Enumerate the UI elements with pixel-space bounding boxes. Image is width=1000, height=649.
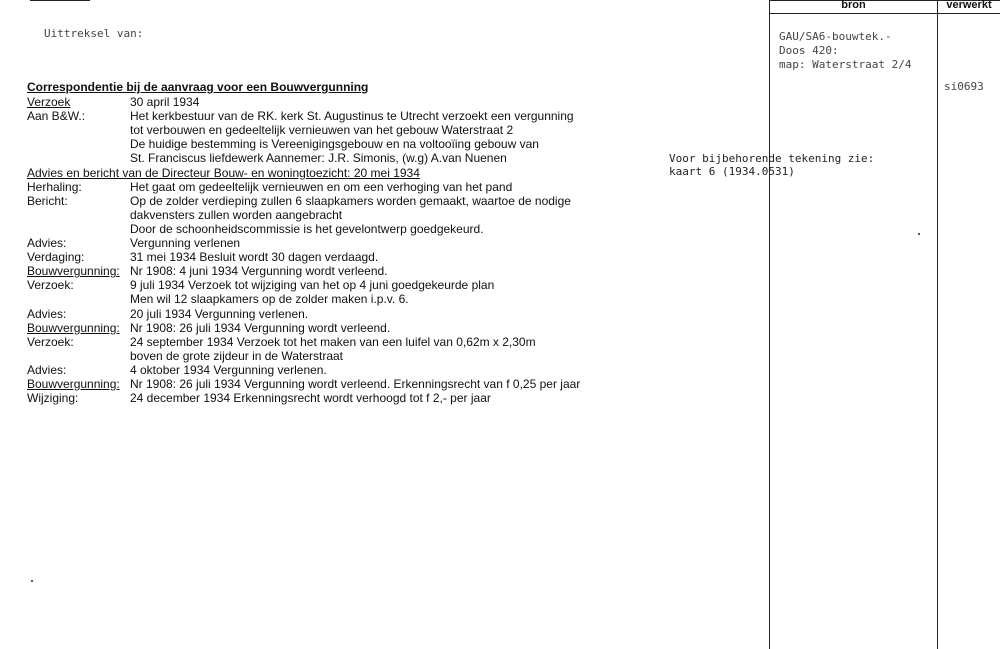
entry-label: Verzoek: [27, 95, 71, 109]
entry-label: Bouwvergunning:: [27, 264, 120, 279]
column-divider-left: [769, 0, 770, 649]
entry-label: Advies en bericht van de Directeur Bouw- en woningtoezicht: 20 mei 1934: [27, 165, 420, 180]
entry-text: Vergunning verlenen: [130, 236, 241, 250]
scan-speck: [31, 580, 33, 582]
entry-text: Nr 1908: 4 juni 1934 Vergunning wordt verleend.: [130, 264, 388, 279]
scan-speck: [918, 233, 920, 235]
source-line-2: Doos 420:: [779, 44, 839, 57]
document-title: Correspondentie bij de aanvraag voor een Bouwvergunning: [27, 80, 369, 94]
entry-text: tot verbouwen en gedeeltelijk vernieuwen van het gebouw Waterstraat 2: [130, 123, 514, 138]
entry-label: Verzoek:: [27, 334, 74, 349]
entry-text: 24 september 1934 Verzoek tot het maken van een luifel van 0,62m x 2,30m: [130, 334, 536, 349]
entry-text: Men wil 12 slaapkamers op de zolder maken i.p.v. 6.: [130, 292, 409, 307]
entry-label: Bouwvergunning:: [27, 377, 120, 391]
entry-text: St. Franciscus liefdewerk Aannemer: J.R. Simonis, (w.g) A.van Nuenen: [130, 151, 507, 166]
note-line-1: Voor bijbehorende tekening zie:: [669, 152, 875, 165]
entry-text: boven de grote zijdeur in de Waterstraat: [130, 348, 344, 363]
column-divider-right: [937, 0, 938, 649]
entry-label: Wijziging:: [27, 391, 79, 406]
entry-label: Advies:: [27, 306, 67, 321]
entry-text: 31 mei 1934 Besluit wordt 30 dagen verdaagd.: [130, 250, 379, 265]
header-bron: bron: [841, 0, 866, 11]
entry-label: Bouwvergunning:: [27, 320, 120, 335]
header-verwerkt: verwerkt: [946, 0, 992, 11]
entry-label: Herhaling:: [27, 179, 82, 194]
entry-text: Door de schoonheidscommissie is het gevelontwerp goedgekeurd.: [130, 221, 484, 236]
entry-label: Verdaging:: [27, 250, 85, 265]
verwerkt-code: si0693: [944, 80, 984, 93]
entry-label: Advies:: [27, 362, 67, 377]
entry-text: Nr 1908: 26 juli 1934 Vergunning wordt verleend.: [130, 320, 391, 335]
entry-label: Aan B&W.:: [27, 109, 86, 124]
entry-text: 30 april 1934: [130, 95, 200, 109]
source-line-1: GAU/SA6-bouwtek.-: [779, 30, 892, 43]
entry-text: Op de zolder verdieping zullen 6 slaapkamers worden gemaakt, waartoe de nodige: [130, 193, 571, 208]
entry-text: Het kerkbestuur van de RK. kerk St. Augustinus te Utrecht verzoekt een vergunning: [130, 109, 574, 124]
entry-text: 9 juli 1934 Verzoek tot wijziging van het op 4 juni goedgekeurde plan: [130, 278, 495, 293]
source-line-3: map: Waterstraat 2/4: [779, 58, 912, 71]
entry-text: 24 december 1934 Erkenningsrecht wordt verhoogd tot f 2,- per jaar: [130, 391, 491, 406]
entry-label: Verzoek:: [27, 278, 74, 293]
note-line-2: kaart 6 (1934.0531): [669, 165, 795, 178]
entry-text: 20 juli 1934 Vergunning verlenen.: [130, 306, 309, 321]
entry-text: De huidige bestemming is Vereenigingsgebouw en na voltooïing gebouw van: [130, 137, 539, 152]
entry-text: Het gaat om gedeeltelijk vernieuwen en om een verhoging van het pand: [130, 179, 513, 194]
entry-text: 4 oktober 1934 Vergunning verlenen.: [130, 362, 327, 377]
entry-label: Bericht:: [27, 193, 68, 208]
top-left-rule: [30, 0, 90, 1]
uittreksel-label: Uittreksel van:: [44, 27, 144, 40]
entry-label: Advies:: [27, 236, 67, 250]
header-bottom-line: [769, 13, 1000, 14]
entry-text: Nr 1908: 26 juli 1934 Vergunning wordt verleend. Erkenningsrecht van f 0,25 per jaar: [130, 377, 581, 391]
entry-text: dakvensters zullen worden aangebracht: [130, 207, 343, 222]
